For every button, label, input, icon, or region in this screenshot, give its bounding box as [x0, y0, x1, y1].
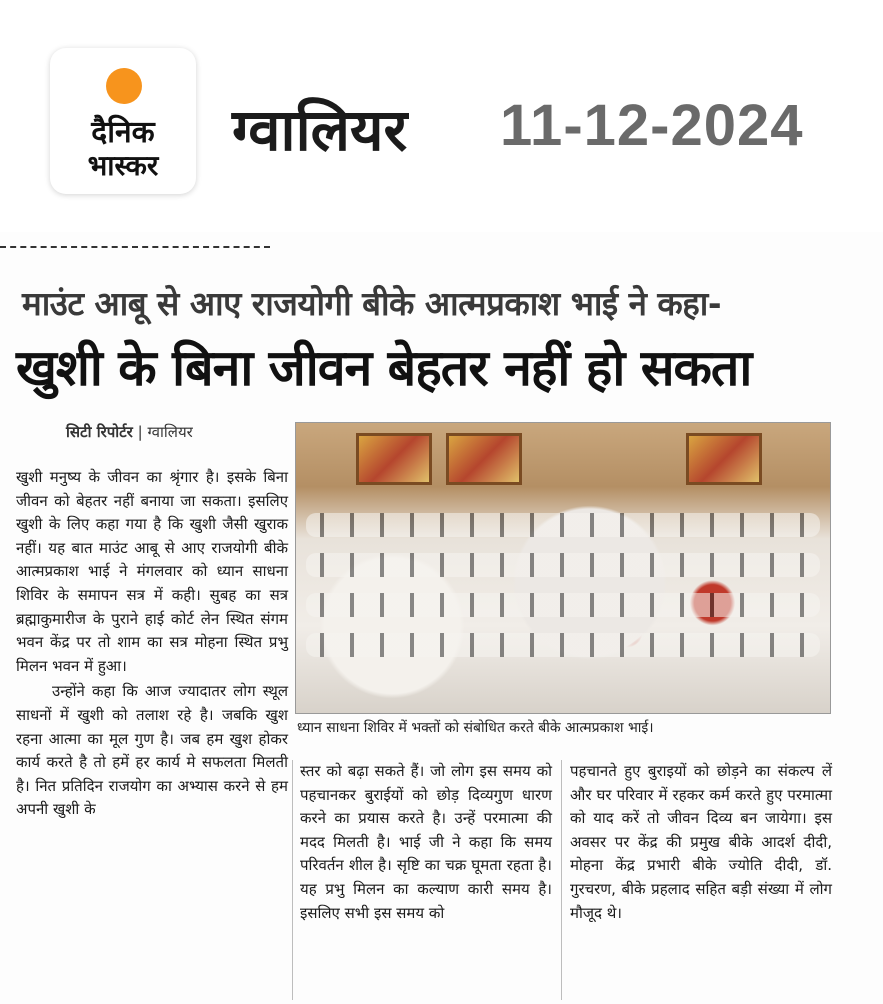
article-photo	[295, 422, 831, 714]
sun-icon	[106, 68, 142, 104]
article-column-1	[16, 466, 288, 822]
photo-caption: ध्यान साधना शिविर में भक्तों को संबोधित करते बीके आत्मप्रकाश भाई।	[297, 720, 654, 736]
logo-text-line2: भास्कर	[87, 149, 159, 182]
column-rule	[292, 760, 293, 1000]
column-2-text: स्तर को बढ़ा सकते हैं। जो लोग इस समय को पहचानकर बुराईयों को छोड़ दिव्यगुण धारण करने का प्रयास करते है। उन्हें परमात्मा की मदद मिलती है। भाई जी ने कहा कि समय परिवर्तन शील है। सृष्टि का चक्र घूमता रहता है। यह प्रभु मिलन का कल्याण कारी समय है। इसलिए सभी इस समय को	[300, 762, 552, 922]
audience-row	[306, 593, 820, 617]
edition-date: 11-12-2024	[500, 93, 804, 158]
audience-row	[306, 553, 820, 577]
column-rule	[561, 760, 562, 1000]
byline-city: ग्वालियर	[147, 423, 193, 441]
article-byline	[66, 422, 193, 442]
column-3-text: पहचानते हुए बुराइयों को छोड़ने का संकल्प लें और घर परिवार में रहकर कर्म करते हुए परमात्मा को याद करें तो जीवन दिव्य बन जायेगा। इस अवसर पर केंद्र की प्रमुख बीके आदर्श दीदी, मोहना केंद्र प्रभारी बीके ज्योति दीदी, डॉ. गुरचरण, बीके प्रहलाद सहित बड़ी संख्या में लोग मौजूद थे।	[570, 762, 832, 922]
wall-painting	[356, 433, 432, 485]
article-kicker: माउंट आबू से आए राजयोगी बीके आत्मप्रकाश भाई ने कहा-	[22, 284, 722, 323]
wall-painting	[686, 433, 762, 485]
column-1-paragraph-1: खुशी मनुष्य के जीवन का श्रृंगार है। इसके बिना जीवन को बेहतर नहीं बनाया जा सकता। इसलिए खुशी के लिए कहा गया है कि खुशी जैसी खुराक नहीं। यह बात माउंट आबू से आए राजयोगी बीके आत्मप्रकाश भाई ने मंगलवार को ध्यान साधना शिविर के समापन सत्र में कही। सुबह का सत्र ब्रह्माकुमारीज के पुराने हाई कोर्ट लेन स्थित संगम भवन केंद्र पर तो शाम का सत्र मोहना स्थित प्रभु मिलन भवन में हुआ।	[16, 468, 288, 675]
byline-reporter: सिटी रिपोर्टर	[66, 423, 133, 441]
column-1-paragraph-2: उन्होंने कहा कि आज ज्यादातर लोग स्थूल साधनों में खुशी को तलाश रहे है। जबकि खुश रहना आत्मा का मूल गुण है। जब हम खुश होकर कार्य करते है तो हमें हर कार्य मे सफलता मिलती है। नित प्रतिदिन राजयोग का अभ्यास करने से हम अपनी खुशी के	[16, 682, 288, 819]
audience-row	[306, 633, 820, 657]
article-column-3	[570, 760, 832, 925]
dainik-bhaskar-logo[interactable]	[50, 48, 196, 194]
edition-city: ग्वालियर	[232, 96, 408, 164]
article-headline: खुशी के बिना जीवन बेहतर नहीं हो सकता	[16, 339, 752, 397]
wall-painting	[446, 433, 522, 485]
cut-edge-divider	[0, 246, 270, 248]
audience-row	[306, 513, 820, 537]
byline-separator: |	[137, 423, 143, 441]
page-header	[0, 0, 883, 230]
newspaper-clipping	[0, 232, 883, 1004]
article-column-2	[300, 760, 552, 925]
logo-text-line1: दैनिक	[91, 115, 155, 150]
